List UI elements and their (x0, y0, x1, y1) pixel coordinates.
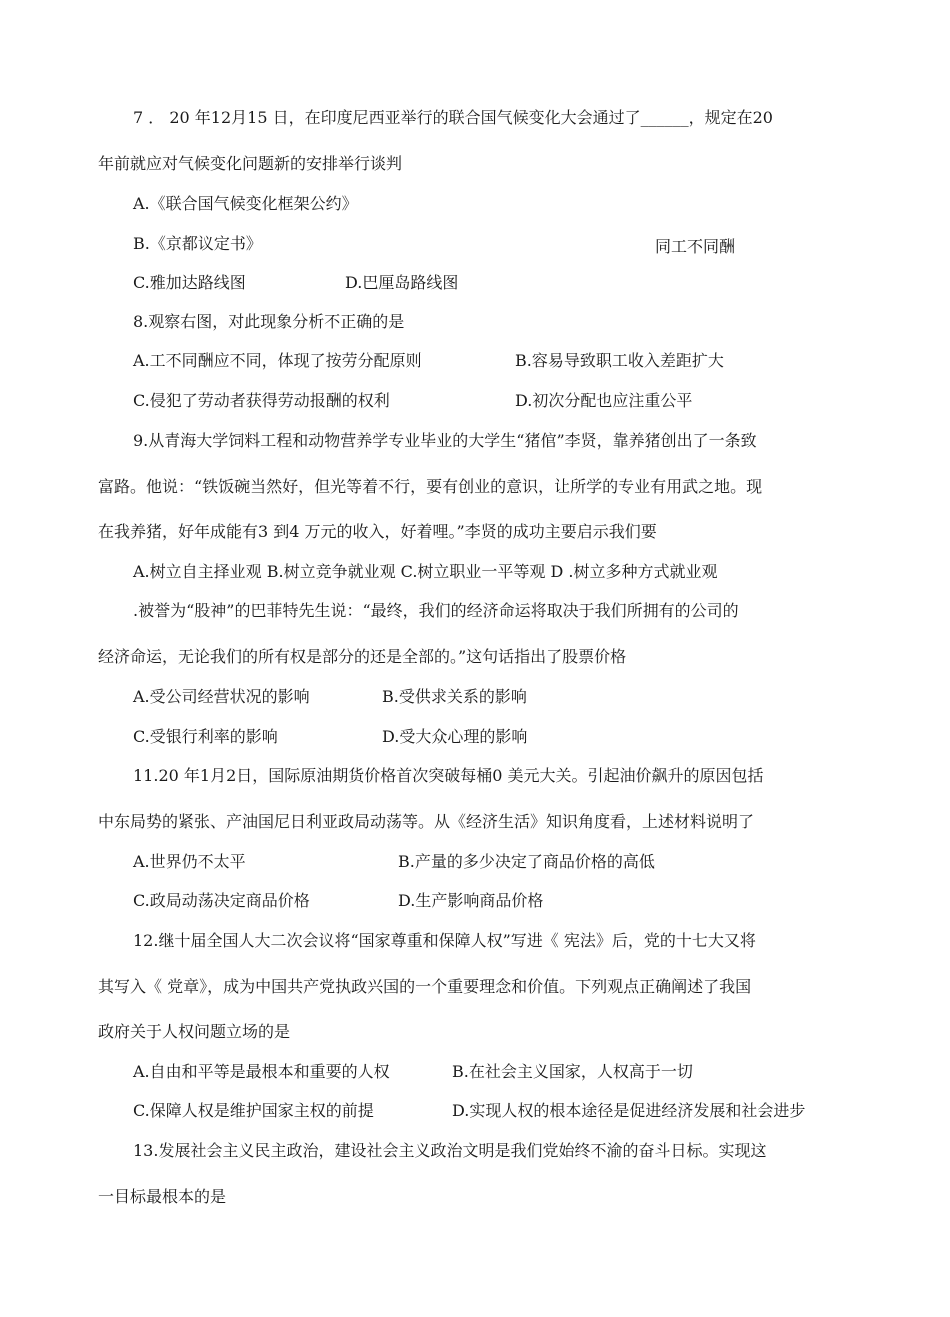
q10-option-c: C.受银行利率的影响 (133, 727, 278, 746)
q7-stem-line2: 年前就应对气候变化问题新的安排举行谈判 (98, 154, 403, 173)
q12-option-a: A.自由和平等是最根本和重要的人权 (133, 1062, 390, 1081)
q12-option-b: B.在社会主义国家，人权高于一切 (452, 1062, 693, 1081)
figure-label: 同工不同酬 (655, 237, 736, 256)
q12-stem-line3: 政府关于人权问题立场的是 (98, 1022, 291, 1041)
q11-option-b: B.产量的多少决定了商品价格的高低 (398, 852, 655, 871)
q12-stem-line2: 其写入《 党章》，成为中国共产党执政兴国的一个重要理念和价值。下列观点正确阐述了我国 (98, 977, 752, 996)
q9-stem-line3: 在我养猪，好年成能有3 到4 万元的收入，好着哩。”李贤的成功主要启示我们要 (98, 522, 657, 541)
q12-option-c: C.保障人权是维护国家主权的前提 (133, 1101, 374, 1120)
q10-option-a: A.受公司经营状况的影响 (133, 687, 310, 706)
q11-stem-line1: 11.20 年1月2日，国际原油期货价格首次突破每桶0 美元大关。引起油价飙升的原因包括 (133, 766, 764, 785)
q11-option-a: A.世界仍不太平 (133, 852, 246, 871)
q10-option-b: B.受供求关系的影响 (382, 687, 527, 706)
q10-stem-line1: .被誉为“股神”的巴菲特先生说：“最终，我们的经济命运将取决于我们所拥有的公司的 (133, 601, 739, 620)
q8-stem: 8.观察右图，对此现象分析不正确的是 (133, 312, 405, 331)
q7-option-a: A.《联合国气候变化框架公约》 (133, 194, 358, 213)
q7-option-b: B.《京都议定书》 (133, 234, 262, 253)
q12-stem-line1: 12.继十届全国人大二次会议将“国家尊重和保障人权”写进《 宪法》后，党的十七大又将 (133, 931, 756, 950)
q8-option-d: D.初次分配也应注重公平 (515, 391, 693, 410)
q13-stem-line2: 一目标最根本的是 (98, 1187, 227, 1206)
q8-option-c: C.侵犯了劳动者获得劳动报酬的权利 (133, 391, 390, 410)
q10-stem-line2: 经济命运，无论我们的所有权是部分的还是全部的。”这句话指出了股票价格 (98, 647, 627, 666)
q11-option-c: C.政局动荡决定商品价格 (133, 891, 310, 910)
q13-stem-line1: 13.发展社会主义民主政治，建设社会主义政治文明是我们党始终不渝的奋斗日标。实现这 (133, 1141, 767, 1160)
q9-stem-line1: 9.从青海大学饲料工程和动物营养学专业毕业的大学生“猪倌”李贤，靠养猪创出了一条致 (133, 431, 757, 450)
q10-option-d: D.受大众心理的影响 (382, 727, 528, 746)
q7-option-d: D.巴厘岛路线图 (345, 273, 459, 292)
q8-option-a: A.工不同酬应不同，体现了按劳分配原则 (133, 351, 422, 370)
q7-option-c: C.雅加达路线图 (133, 273, 246, 292)
q7-stem-line1: 7 ． 20 年12月15 日，在印度尼西亚举行的联合国气候变化大会通过了______，规定在20 (133, 108, 773, 127)
q11-option-d: D.生产影响商品价格 (398, 891, 544, 910)
q9-options: A.树立自主择业观 B.树立竞争就业观 C.树立职业一平等观 D .树立多种方式就业观 (133, 562, 718, 581)
q11-stem-line2: 中东局势的紧张、产油国尼日利亚政局动荡等。从《经济生活》知识角度看，上述材料说明了 (98, 812, 755, 831)
q8-option-b: B.容易导致职工收入差距扩大 (515, 351, 724, 370)
q12-option-d: D.实现人权的根本途径是促进经济发展和社会进步 (452, 1101, 806, 1120)
q9-stem-line2: 富路。他说：“铁饭碗当然好，但光等着不行，要有创业的意识，让所学的专业有用武之地。现 (98, 477, 763, 496)
